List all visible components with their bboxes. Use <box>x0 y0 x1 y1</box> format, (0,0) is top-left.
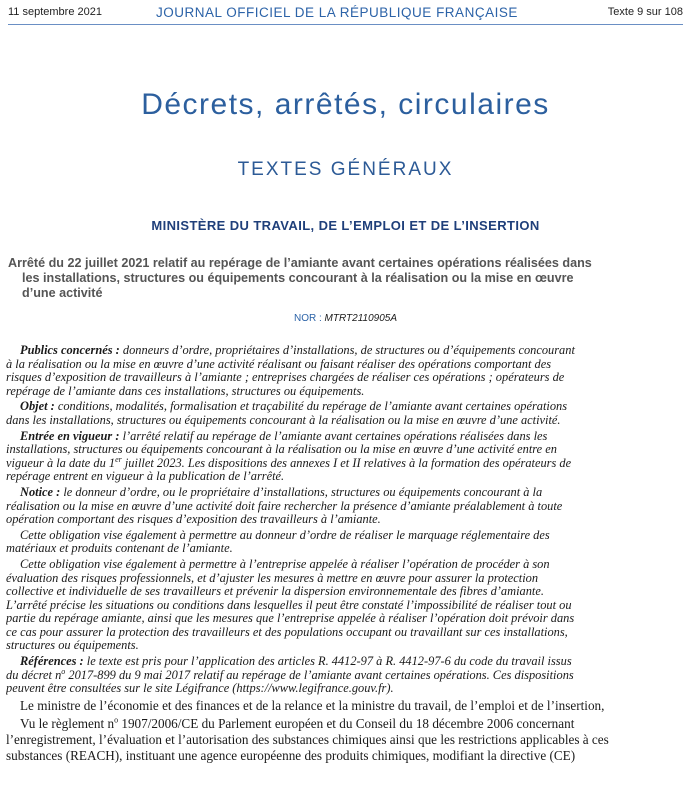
paragraph-line: partie du repérage amiante, ainsi que les mesures que l’entreprise appelée à réaliser l’opération doit prévoir dans <box>6 612 575 626</box>
publics-paragraph <box>6 344 683 398</box>
header-date: 11 septembre 2021 <box>8 6 102 18</box>
paragraph-line: Le ministre de l’économie et des finances et de la relance et la ministre du travail, de l’emploi et de l’insertion, <box>20 697 605 713</box>
paragraph-line: Cette obligation vise également à permettre au donneur d’ordre de réaliser le marquage réglementaire des <box>20 528 550 542</box>
entree-label: Entrée en vigueur : <box>20 429 120 443</box>
obligation-paragraph-1 <box>6 529 683 556</box>
paragraph-line: dans les installations, structures ou équipements concourant à la réalisation ou la mise en œuvre d’une activité. <box>6 413 561 427</box>
paragraph-line: du décret $n^o$ 2017-899 du 9 mai 2017 relatif au repérage de l’amiante avant certaines opérations. Ces dispositions <box>6 668 574 682</box>
nor-reference <box>0 313 691 324</box>
paragraph-line: Vu le règlement $n^o$ 1907/2006/CE du Parlement européen et du Conseil du 18 décembre 2006 concernant <box>20 715 575 731</box>
paragraph-line: risques d’exposition de travailleurs à l’amiante ; entreprises chargées de réaliser ces opérations ; opérateurs de <box>6 371 565 385</box>
paragraph-line: Cette obligation vise également à permettre à l’entreprise appelée à réaliser l’opération de procéder à son <box>20 557 550 571</box>
paragraph-line: repérage de l’amiante dans ces installations, structures ou équipements. <box>6 384 365 398</box>
objet-label: Objet : <box>20 400 55 414</box>
paragraph-line: évaluation des risques professionnels, et d’ajuster les mesures à mettre en œuvre pour assurer la protection <box>6 571 539 585</box>
references-label: Références : <box>20 655 84 669</box>
nor-value: MTRT2110905A <box>324 313 397 324</box>
notice-paragraph <box>6 486 683 527</box>
publics-label: Publics concernés : <box>20 344 120 357</box>
paragraph-line: opération comportant des risques d’exposition des travailleurs à l’amiante. <box>6 513 381 527</box>
objet-paragraph <box>6 400 683 427</box>
section-title: Décrets, arrêtés, circulaires <box>141 88 550 121</box>
obligation-paragraph-2 <box>6 558 683 653</box>
header-rule <box>8 24 683 25</box>
paragraph-line: L’arrêté précise les situations ou conditions dans lesquelles il peut être constaté l’impossibilité de réaliser tout ou <box>6 598 572 612</box>
paragraph-line: vigueur à la date du 1er juillet 2023. Les dispositions des annexes I et II relatives à la formation des opérateurs de <box>6 456 572 470</box>
vu-paragraph <box>6 716 683 764</box>
paragraph-line: réalisation ou la mise en œuvre d’une activité doit faire rechercher la présence d’amiante préalablement à toute <box>6 499 563 513</box>
ministry-heading: MINISTÈRE DU TRAVAIL, DE L’EMPLOI ET DE L’INSERTION <box>151 218 540 233</box>
paragraph-line: à la réalisation ou la mise en œuvre d’une activité réalisant ou faisant réaliser des opérations comportant des <box>6 357 552 371</box>
paragraph-line: installations, structures ou équipements concourant à la réalisation ou la mise en œuvre d’une activité entre en <box>6 443 557 457</box>
paragraph-line: repérage entrent en vigueur à la publication de l’arrêté. <box>6 470 285 484</box>
arrete-title-line: d’une activité <box>22 286 103 300</box>
paragraph-line: ce cas pour assurer la protection des travailleurs et des populations occupant ou travaillant sur ces installations, <box>6 625 568 639</box>
paragraph-line: le texte est pris pour l’application des articles R. 4412-97 à R. 4412-97-6 du code du travail issus <box>83 655 572 669</box>
references-paragraph <box>6 655 683 696</box>
journal-title: JOURNAL OFFICIEL DE LA RÉPUBLIQUE FRANÇAISE <box>156 5 518 20</box>
paragraph-line: substances (REACH), instituant une agence européenne des produits chimiques, modifiant la directive (CE) <box>6 747 576 763</box>
paragraph-line: le donneur d’ordre, ou le propriétaire d’installations, structures ou équipements concourant à la <box>60 485 543 499</box>
document-body <box>6 344 683 766</box>
paragraph-line: matériaux et produits contenant de l’amiante. <box>6 542 233 556</box>
paragraph-line: structures ou équipements. <box>6 639 139 653</box>
notice-label: Notice : <box>20 485 61 499</box>
nor-label: NOR : <box>293 313 322 324</box>
page-header <box>8 5 683 23</box>
arrete-title-line: les installations, structures ou équipements concourant à la réalisation ou la mise en œuvre <box>22 271 574 285</box>
paragraph-line: collective et individuelle de ses travailleurs et prévenir la dispersion environnementale des fibres d’amiante. <box>6 585 544 599</box>
paragraph-line: donneurs d’ordre, propriétaires d’installations, de structures ou d’équipements concourant <box>119 344 575 357</box>
ministre-paragraph <box>6 698 683 714</box>
arrete-title-line: Arrêté du 22 juillet 2021 relatif au repérage de l’amiante avant certaines opérations réalisées dans <box>8 256 592 270</box>
paragraph-line: l’enregistrement, l’évaluation et l’autorisation des substances chimiques ainsi que les restrictions applicables à ces <box>6 731 609 747</box>
paragraph-line: conditions, modalités, formalisation et traçabilité du repérage de l’amiante avant certaines opérations <box>54 400 568 414</box>
subsection-title: TEXTES GÉNÉRAUX <box>237 159 454 180</box>
text-counter: Texte 9 sur 108 <box>607 6 683 18</box>
entree-paragraph <box>6 430 683 484</box>
paragraph-line: peuvent être consultées sur le site Légifrance (https://www.legifrance.gouv.fr). <box>6 682 394 696</box>
paragraph-line: l’arrêté relatif au repérage de l’amiante avant certaines opérations réalisées dans les <box>119 429 548 443</box>
arrete-title <box>8 256 681 301</box>
